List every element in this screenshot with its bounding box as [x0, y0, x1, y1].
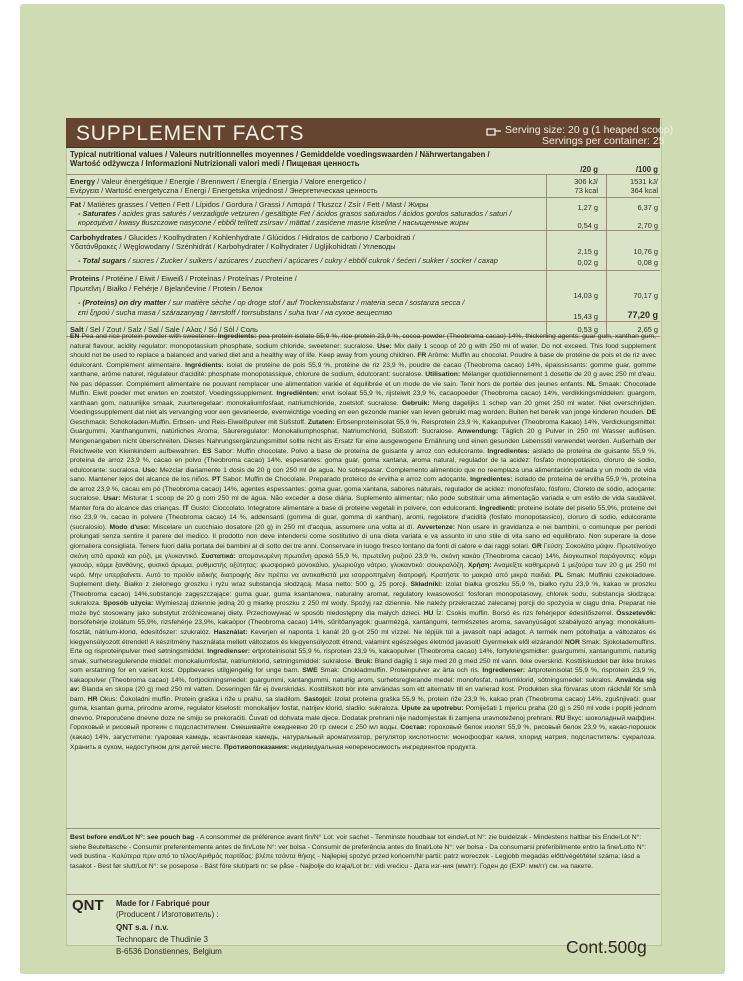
- divider: [66, 230, 660, 231]
- energy-label-2: Ενέργεια / Wartość energetyczna / Energi / Energetska vrijednost / Энергетическая ценность: [70, 186, 378, 195]
- facts-header: [66, 118, 674, 148]
- proteins-label-2: Πρωτεΐνη / Białko / Fehérje / Bjelančevine / Protein / Белок: [70, 284, 263, 293]
- carbohydrates-label-2: Υδατάνθρακες / Węglowodany / Szénhidrát / Karbohydrater / Kolhydrater / Ugljikohidrati / Углеводы: [70, 242, 396, 251]
- qnt-logo: [72, 895, 106, 913]
- manufacturer-address-2: B-6536 Donstiennes, Belgium: [116, 947, 222, 956]
- scoop-icon: [486, 127, 502, 137]
- serving-size: Serving size: 20 g (1 heaped scoop): [505, 124, 674, 136]
- salt-label: Salt / Sel / Zout / Salz / Sal / Sale / Αλας / Só / Sól / Соль: [70, 325, 258, 334]
- column-per-serving: /20 g: [580, 165, 598, 174]
- protein-dry-label-2: επί ξηρού / sucha masa / szárazanyag / tørrstoff / torrsubstans / suha tvar / на сухое вещество: [78, 308, 393, 317]
- divider: [66, 828, 660, 829]
- energy-kcal-100g: 364 kcal: [630, 186, 658, 195]
- table-heading-1: Typical nutritional values / Valeurs nutritionnelles moyennes / Gemiddelde voedingswaarden / Nährwertangaben /: [70, 150, 490, 159]
- svg-text:QNT: QNT: [72, 897, 104, 913]
- saturates-100g: 2,70 g: [637, 221, 658, 230]
- fat-label: Fat / Matières grasses / Vetten / Fett / Lípidos / Gordura / Grassi / Λιπαρά / Tłuszcz / Zsír / Fett / Mast / Жиры: [70, 200, 429, 209]
- divider: [66, 174, 660, 175]
- divider: [66, 321, 660, 322]
- column-per-100g: /100 g: [635, 165, 658, 174]
- fat-100g: 6,37 g: [637, 203, 658, 212]
- carbohydrates-serving: 2,15 g: [577, 247, 598, 256]
- protein-dry-100g: 77,20 g: [627, 310, 658, 320]
- salt-100g: 2,65 g: [637, 325, 658, 334]
- proteins-label: Proteins / Protéine / Eiwit / Eiweiß / Proteínas / Proteínas / Proteine /: [70, 274, 297, 283]
- net-content: Cont.500g: [566, 937, 647, 957]
- manufacturer-line-2: (Producent / Изготовитель) :: [116, 910, 219, 919]
- sugars-100g: 0,08 g: [637, 258, 658, 267]
- sugars-serving: 0,02 g: [577, 258, 598, 267]
- divider: [66, 894, 660, 895]
- saturates-label-2: κορεσμένα / kwasy tłuszczowe nasycone / ebből telített zsírsav / mättat / zasićene masne kiseline / насыщенные жиры: [78, 218, 469, 227]
- best-before-text: Best before end/Lot N°: see pouch bag - A consommer de préférence avant fin/N° Lot: voir sachet - Tenminste houdbaar tot einde/Lot N°: zie buidelzak - Mindestens haltbar bis Ende/Lot N°: siehe Beuteltasche - Consumir preferentemente antes de fin/Lote N°: ver bolsa - Consumir de preferência antes do final/Lote N°: ver bolsa - Da consumarsi preferibilmente entro la fine/Lotto N°: vedi bustina - Καλύτερα πριν από το τέλος/Αριθμός παρτίδας: βλέπε τσάντα θήκης - Najlepiej spożyć przed końcem/Nr partii: patrz woreczek - Legjobb megadás előtt/végét/tétel száma: lásd a tasakot - Best før slutt/Lot N°: se posepose - Bäst före slut/parti nr: se påse - Najbolje do kraja/Lot br.: vidi vrećicu - Дата изг-ния (мм/гг): Годен до (EXP: мм/гг) см. на пакете.: [70, 834, 647, 870]
- divider: [66, 197, 660, 198]
- carbohydrates-100g: 10,76 g: [633, 247, 658, 256]
- sugars-label: - Total sugars / sucres / Zucker / suikers / azúcares / zuccheri / açúcares / cukry / ebből cukrok / šećeri / sukker / socker / сахар: [78, 256, 498, 265]
- servings-per-container: Servings per container: 25: [542, 135, 665, 147]
- energy-kj-100g: 1531 kJ/: [630, 177, 658, 186]
- protein-dry-serving: 15,43 g: [573, 312, 598, 321]
- facts-title: SUPPLEMENT FACTS: [76, 122, 305, 145]
- divider: [66, 270, 660, 271]
- salt-serving: 0,53 g: [577, 325, 598, 334]
- table-heading-2: Wartość odżywcza / Informazioni Nutrizionali valori medi / Пищевая ценность: [70, 159, 360, 168]
- saturates-serving: 0,54 g: [577, 221, 598, 230]
- protein-dry-label: - (Proteins) on dry matter / sur matière sèche / op droge stof / auf Trockensubstanz / materia seca / sostanza secca /: [78, 298, 465, 307]
- ingredients-text: EN Pea and rice protein powder with sweetener. Ingredients: pea protein isolate 55,9 %, rice protein 23,9 %, cocoa powder (Theobroma cacao) 14%, thickening agents: guar gum, xanthan gum, natural flavour, acidity regulator: monopotassium phosphate, sodium chloride, sweetener: sucralose. Use: Mix daily 1 scoop of 20 g with 250 ml of water. Do not exceed. This food supplement should not be used to replace a balanced and varied diet and a healthy way of life. Keep away from young children. FR Arôme: Muffin au chocolat. Poudre à base de protéine de pois et de riz avec édulcorant. Complément alimentaire. Ingrédients: isolat de protéine de pois 55,9 %, protéine de riz 23,9 %, poudre de cacao (Theobroma cacao) 14%, épaississants: gomme guar, gomme xanthane, arôme naturel, régulateur d'acidité: phosphate monopotassique, chlorure de sodium, édulcorant: sucralose. Utilisation: Mélanger quotidiennement 1 dosette de 20 g avec 250 ml d'eau. Ne pas dépasser. Complément alimentaire ne pouvant remplacer une alimentation variée et équilibrée et un mode de vie sain. Tenir hors de portée des jeunes enfants. NL Smaak: Chocolade Muffin. Eiwit poeder met erwten en zoetstof. Voedingssupplement. Ingrediënten: erwt isolaat 55,9 %, rijsteiwit 23,9 %, cacaopoeder (Theobroma cacao) 14%, verdikkingsmiddelen: guargom, xanthaan gom, natuurlijke smaak, zuurteregelaar: monokaliumfosfaat, natriumchloride, zoetstof: sucralose. Gebruik: Meng dagelijks 1 schep van 20 gmet 250 ml water. Niet overschrijden. Voedingssupplement dat niet als vervanging voor een gevarieerde, evenwichtige voeding en een gezonde manier van leven gebruikt mag worden. Buiten het bereik van jonge kinderen houden. DE Geschmack: Schokoladen-Muffin. Erbsen- und Reis-Eiweißpulver mit Süßstoff. Zutaten: Erbsenproteinisolat 55,9 %, Reisprotein 23,9 %, Kakaopulver (Theobroma Kakao) 14%, Verdickungsmittel: Guargummi, Xanthangummi, natürliches Aroma, Säureregulator: Monokaliumphosphat, Natriumchlorid, Süßstoff: Sucralose. Anwendung: Täglich 20 g Pulver in 250 ml Wasser auflösen. Mengenangaben nicht überschreiten. Dieses Nahrungsergänzungsmittel sollte nicht als Ersatz für eine ausgewogene Ernährung und einen gesunden Lebensstil verwendet werden. Außerhalb der Reichweite von Kleinkindern aufbewahren. ES Sabor: Muffin chocolate. Polvo a base de proteína de guisante y arroz con edulcorante. Ingredientes: aislado de proteína de guisante 55,9 %, proteína de arroz 23,9 %, cacao en polvo (Theobroma cacao) 14%, espesantes: goma guar, goma xantana, aroma natural, regulador de la acidez: fosfato monopotásico, cloruro de sodio, edulcorante: sucralosa. Uso: Mezclar diariamente 1 dosis de 20 g con 250 ml de agua. No sobrepasar. Complemento alimenticio que no reemplaza una alimentación variada y un modo de vida sano. Mantener lejos del alcance de los niños. PT Sabor: Muffin de Chocolate. Preparado proteico de ervilha e arroz com adoçante. Ingredientes: isolado de proteína de ervilha 55,9 %, proteína de arroz 23,9 %, cacau em pó (Theobroma cacao) 14%, agentes espessantes: goma guar, goma xantana, sabores naturais, regulador de acidez: monofosfato, fósforo, Cloreto de sódio, adoçante: sucralose. Usar: Misturar 1 scoop de 20 g com 250 ml de água. Não exceder a dose diária. Suplemento alimentar; não pode substituir uma alimentação variada e um estilo de vida saudável. Manter fora do alcance das crianças. IT Gusto: Cioccolato. Integratore alimentare a base di proteine vegetali in polvere, con edulcoranti. Ingredienti: proteine isolate del pisello 55,9%, proteine del riso 23,9 %, cacao in polvere (Theobroma cacao) 14 %, addensanti (gomma di guar, gomma di xanthan), aromi, regolatore d'acidità (fosfato monopotassico), cloruro di sodio, edulcorante (sucralosio). Modo d'uso: Miscelare un cucchiaio dosatore (20 g) in 250 ml d'acqua, assumere una volta al dì. Avvertenze: Non usare in gravidanza e nei bambini, o comunque per periodi prolungati senza sentire il parere del medico. Il prodotto non deve intendersi come sostitutivo di una dieta variata e va assunto in uno stile di vita sano ed equilibrato. Non superare la dose giornaliera consigliata. Tenere fuori dalla portata dei bambini al di sotto dei tre anni. Conservare in luogo fresco lontano da fonti di calore e dai raggi solari. GR Γεύση: Σοκολάτα μάφιν. Πρωτεϊνούχο σκόνη από αρακά και ρύζι, με γλυκαντικό. Συστατικά: απομονωμένη πρωτεΐνη αρακά 55,9 %, πρωτεΐνη ρυζιού 23,9 %, σκόνη κακάο (Theobroma cacao) 14%, διογκωτικοί παράγοντες: κόμμι γκουάρ, κόμμι ξανθάνης, φυσικό άρωμα, ρυθμιστής οξύτητας: φωσφορικό μονοκάλιο, χλωριούχο νάτριο, γλυκαντικό: σουκραλόζη. Χρήση: Αναμείξτε καθημερινά 1 μεζούρα των 20 g με 250 ml νερό. Μην υπερβαίνετε. Αυτό το προϊόν ειδικής διατροφής δεν πρέπει να αντικαθιστά μια ισορροπημένη διατροφή. Κρατήστε το μακριά από μικρά παιδιά. PL Smak: Muffinki czekoladowe. Suplement diety. Białko z zielonego groszku i ryżu wraz substancja słodzącą. Masa netto: 500 g, 25 porcji. Składniki: izolat białka groszku 55,9 %, białko ryżu 23,9 %, kakao w proszku (Theobroma cacao) 14%,substancje zagęszczające: guma guar, guma ksantanowa, naturalny aromat, regulatory kwasowości: fosforan monopotasowy, chlorek sodu, substancja słodząca: sukraloza. Sposób użycia: Wymieszaj dziennie jedną 20 g miarkę proszku z 250 ml wody. Spożyj raz dziennie. Nie należy przekraczać zalecanej porcji do spożycia w ciągu dnia. Preparat nie może być stosowany jako substytut zróżnicowanej diety. Przechowywać w sposób niedostępny dla małych dzieci. HU Íz: Csokis muffin. Borsó és rizs fehérjepor édesítőszerrel. Összetevők: borsófehérje izolátum 55,9%, rizsfehérje 23,9%, kakaópor (Theobroma cacao) 14%, sűrítőanyagok: guarmézgá, xantángumi, természetes aroma, savanyúságot szabályozó anyag: monokálium-foszfát, nátrium-klorid, édesítőszer: szukralóz. Használat: Keverjen el naponta 1 kanál 20 g-ot 250 ml vízzel. Ne lépjük túl a javasolt napi adagot. A termék nem pótolhatja a változatos és kiegyensúlyozott étrendet! A készítmény használata mellett változatos és kiegyensúlyozott étrend, valamint egészséges életmód javasolt! Gyermekek elől elzárandó! NOR Smak: Sjokolademuffins. Erte og risproteinpulver med søtningsmiddel. Ingredienser: ertproteinisolat 55,9 %, risprotein 23,9 %, kakaopulver (Theobroma cacao) 14%, fortykningsmidler: guargummi, xantangummi, naturlig smak, surhetsregulerende middel: monokaliumfosfat, natriumklorid, søtningsmiddel: sukralose. Bruk: Bland daglig 1 skje med 20 g med 250 ml vann. Ikke overskrid. Kosttilskuddet bør ikke brukes som erstatning for en variert kost. Oppbevares utilgjengelig for unge barn. SWE Smak: Chokladmuffin. Proteinpulver av ärta och ris. Ingredienser: ärtproteinisolat 55,9 %, risprotein 23,9 %, kakaopulver (Theobroma cacao) 14%, fortjockningsmedel: guargummi, xantangummi, naturlig arom, surhetsreglerande medel: monofosfat, natriumklorid, sötningsmedel: sukralos. Använda sig av: Blanda en skopa (20 g) med 250 ml vatten. Doseringen får ej överskridas. Kosttillskott bör inte användas som ett alternativ till en varierad kost. Produkten ska förvaras utom räckhåll för små barn. HR Okus: Čokoladni muffin. Protein graška i riže u prahu, sa sladilom. Sastojci: Izolat proteina graška 55,9 %, protein riže 23,9 %, kakao prah (Theobroma cacao) 14%, zgušnjivači: guar guma, ksantan guma, prirodne arome, regulator kiselosti: monokalijev fosfat, natrijev klorid, sladilo: sukraloza. Upute za upotrebu: Pomiješati 1 mjericu praha (20 g) s 250 ml vode i popiti jednom dnevno. Preporučene dnevne doze ne smiju se prekoračiti. Čuvati od dohvata male djece. Dodatak prehrani nije nadomjestak ili zamjena uravnoteženoj prehrani. RU Вкус: шоколадный маффин. Гороховый и рисовый протеин с подсластителем. Смешивайте ежедневно 20 гр смеси с 250 мл воды. Состав: гороховый белок изолят 55,9 %, рисовый белок 23,9 %, какао-порошок (какао) 14%, загустители: гуаровая камедь, ксантановая камедь, натуральный ароматизатор, регулятор кислотности: монофосфат калия, хлорид натрия, подсластитель: сукралоза. Хранить в сухом, недоступном для детей месте. Противопоказания: индивидуальная непереносимость ингредиентов продукта.: [70, 333, 656, 751]
- energy-kj-serving: 306 kJ/: [574, 177, 598, 186]
- carbohydrates-label: Carbohydrates / Glucides / Koolhydraten / Kohlenhydrate / Glúcidos / Hidratos de carbono / Carboidrati /: [70, 233, 415, 242]
- proteins-100g: 70,17 g: [633, 291, 658, 300]
- manufacturer-line-1: Made for / Fabriqué pour: [116, 899, 210, 908]
- proteins-serving: 14,03 g: [573, 291, 598, 300]
- column-divider: [546, 174, 547, 338]
- saturates-label: - Saturates / acides gras saturés / verzadigde vetzuren / gesättigte Fet / ácidos grasos saturados / ácidos gordos saturados / saturi /: [78, 209, 512, 218]
- energy-kcal-serving: 73 kcal: [574, 186, 598, 195]
- fat-serving: 1,27 g: [577, 203, 598, 212]
- energy-label: Energy / Valeur énergétique / Energie / Brennwert / Energía / Energia / Valore energetico /: [70, 177, 366, 186]
- manufacturer-address-1: Technoparc de Thudinie 3: [116, 935, 208, 944]
- manufacturer-name: QNT s.a. / n.v.: [116, 923, 169, 932]
- column-divider: [606, 174, 607, 338]
